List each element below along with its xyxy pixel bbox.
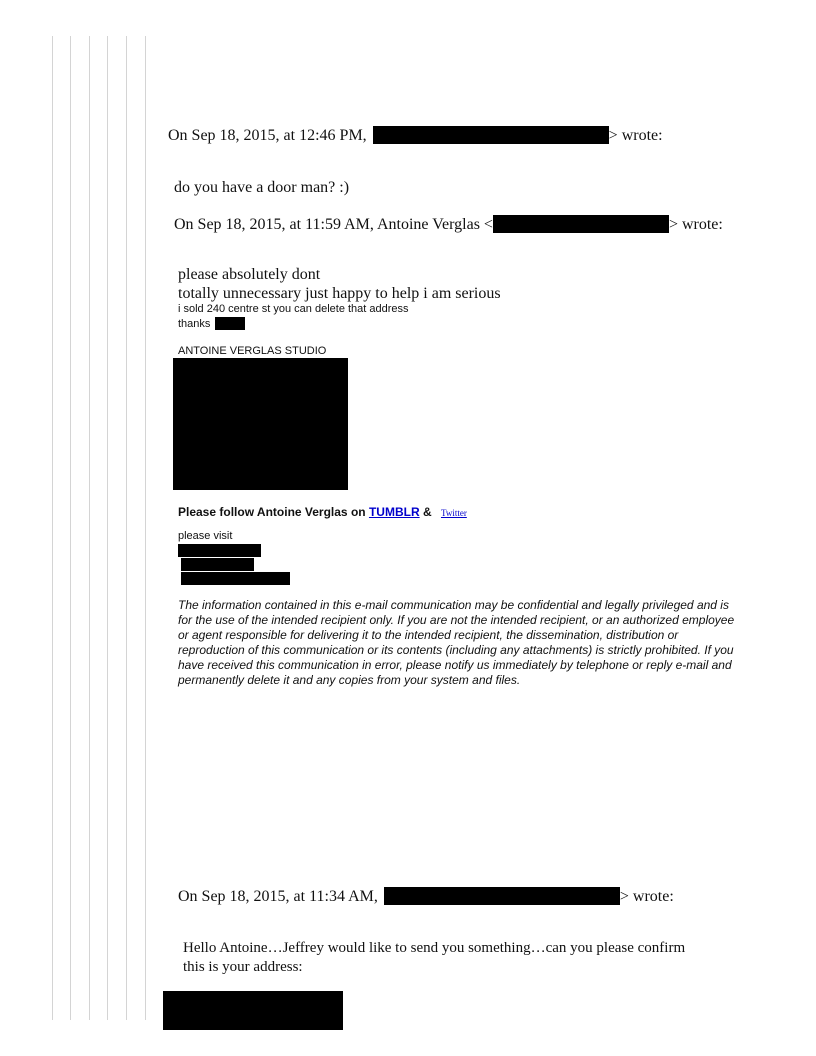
email-header-2 <box>174 215 723 234</box>
redacted-address <box>163 991 343 1030</box>
please-visit: please visit <box>178 530 233 542</box>
confidentiality-disclaimer: The information contained in this e-mail communication may be confidential and legally privileged and is for the use of the intended recipient only. If you are not the intended recipient, or an authorized employee or agent responsible for delivering it to the intended recipient, the dissemination, distribution or reproduction of this communication or its contents (including any attachments) is strictly prohibited. If you have received this communication in error, please notify us immediately by telephone or reply e-mail and permanently delete it and any copies from your system and files. <box>178 598 735 687</box>
message-1: do you have a door man? :) <box>174 179 350 196</box>
ampersand: & <box>422 505 432 519</box>
follow-line <box>178 505 467 519</box>
margin-line <box>89 36 90 1020</box>
header-2-prefix: On Sep 18, 2015, at 11:59 AM, Antoine Verglas < <box>174 216 493 233</box>
email-header-1 <box>168 126 663 145</box>
message-hello: Hello Antoine…Jeffrey would like to send you something…can you please confirm this is your address: <box>183 940 686 975</box>
header-1-prefix: On Sep 18, 2015, at 12:46 PM, <box>168 127 367 144</box>
margin-line <box>126 36 127 1020</box>
margin-line <box>107 36 108 1020</box>
header-3-suffix: > wrote: <box>619 888 674 905</box>
redacted-link-1 <box>178 544 261 557</box>
header-3-prefix: On Sep 18, 2015, at 11:34 AM, <box>178 888 378 905</box>
twitter-link[interactable]: Twitter <box>440 508 467 518</box>
redacted-email-2 <box>493 215 669 233</box>
redacted-image <box>173 358 348 490</box>
follow-prefix: Please follow Antoine Verglas on <box>178 505 366 519</box>
redacted-link-2 <box>181 558 254 571</box>
reply-line-2: totally unnecessary just happy to help i am serious <box>178 285 501 302</box>
reply-line-3: i sold 240 centre st you can delete that address <box>178 303 409 315</box>
header-2-suffix: > wrote: <box>668 216 723 233</box>
redacted-name <box>215 317 245 330</box>
studio-name: ANTOINE VERGLAS STUDIO <box>178 345 327 357</box>
redacted-link-3 <box>181 572 290 585</box>
thanks-line <box>178 317 245 330</box>
margin-line <box>145 36 146 1020</box>
margin-line <box>52 36 53 1020</box>
thanks-text: thanks <box>178 318 211 330</box>
email-header-3 <box>178 887 674 906</box>
reply-line-1: please absolutely dont <box>178 266 321 283</box>
tumblr-link[interactable]: TUMBLR <box>368 505 420 519</box>
redacted-email-1 <box>373 126 609 144</box>
redacted-email-3 <box>384 887 620 905</box>
margin-line <box>70 36 71 1020</box>
header-1-suffix: > wrote: <box>608 127 663 144</box>
